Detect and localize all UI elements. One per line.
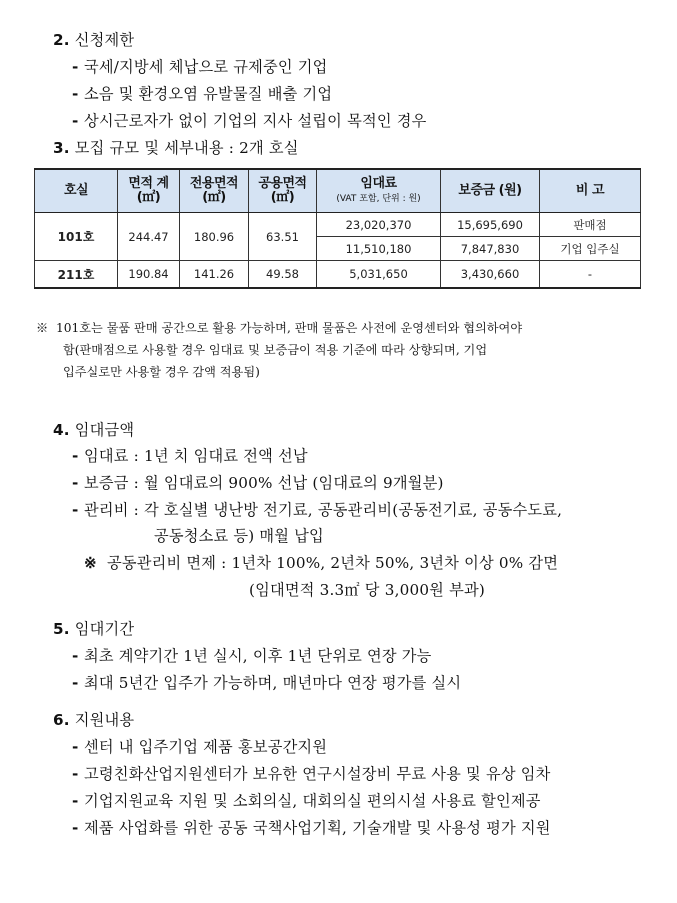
- section-number: 4.: [53, 421, 70, 439]
- section-5-heading: [53, 619, 134, 639]
- exemption-note: ※ 공동관리비 면제 : 1년차 100%, 2년차 50%, 3년차 이상 0% 감면: [84, 554, 559, 572]
- section-number: 5.: [53, 620, 70, 638]
- list-item: - 기업지원교육 지원 및 소회의실, 대회의실 편의시설 사용료 할인제공: [72, 792, 541, 810]
- table-header-row: [35, 169, 641, 213]
- section-4-heading: [53, 420, 134, 440]
- list-item: - 관리비 : 각 호실별 냉난방 전기료, 공동관리비(공동전기료, 공동수도료,: [72, 501, 563, 519]
- header-common-area: 공용면적 (㎡): [249, 169, 317, 213]
- note-line: ※ 101호는 물품 판매 공간으로 활용 가능하며, 판매 물품은 사전에 운영센터와 협의하여야: [36, 321, 523, 335]
- list-item: - 제품 사업화를 위한 공동 국책사업기획, 기술개발 및 사용성 평가 지원: [72, 819, 551, 837]
- cell-remark: 기업 입주실: [540, 237, 641, 261]
- cell-room: 101호: [35, 213, 118, 261]
- rental-table: [34, 168, 641, 289]
- cell-exclusive: 141.26: [180, 261, 249, 289]
- list-item: - 상시근로자가 없이 기업의 지사 설립이 목적인 경우: [72, 112, 427, 130]
- list-item: - 국세/지방세 체납으로 규제중인 기업: [72, 58, 328, 76]
- section-3-heading: [53, 138, 299, 158]
- cell-common: 49.58: [249, 261, 317, 289]
- cell-room: 211호: [35, 261, 118, 289]
- header-deposit: 보증금 (원): [441, 169, 540, 213]
- cell-rent: 23,020,370: [317, 213, 441, 237]
- section-6-heading: [53, 710, 134, 730]
- section-number: 6.: [53, 711, 70, 729]
- cell-area-total: 244.47: [118, 213, 180, 261]
- section-number: 3.: [53, 139, 70, 157]
- list-item-continuation: 공동청소료 등) 매월 납입: [154, 527, 324, 545]
- header-exclusive-area: 전용면적 (㎡): [180, 169, 249, 213]
- list-item: - 소음 및 환경오염 유발물질 배출 기업: [72, 85, 333, 103]
- list-item: - 최초 계약기간 1년 실시, 이후 1년 단위로 연장 가능: [72, 647, 432, 665]
- cell-remark: -: [540, 261, 641, 289]
- header-rent: 임대료 (VAT 포함, 단위 : 원): [317, 169, 441, 213]
- list-item: - 임대료 : 1년 치 임대료 전액 선납: [72, 447, 308, 465]
- cell-deposit: 7,847,830: [441, 237, 540, 261]
- section-number: 2.: [53, 31, 70, 49]
- exemption-mark: ※: [84, 554, 97, 572]
- cell-common: 63.51: [249, 213, 317, 261]
- note-line: 입주실로만 사용할 경우 감액 적용됨): [63, 365, 260, 379]
- section-title: 지원내용: [74, 711, 135, 729]
- list-item: - 고령친화산업지원센터가 보유한 연구시설장비 무료 사용 및 유상 임차: [72, 765, 551, 783]
- cell-deposit: 15,695,690: [441, 213, 540, 237]
- note-mark: ※: [36, 321, 49, 335]
- section-title: 임대기간: [74, 620, 135, 638]
- exemption-note-continuation: (임대면적 3.3㎡ 당 3,000원 부과): [249, 581, 485, 599]
- header-area-total: 면적 계 (㎡): [118, 169, 180, 213]
- section-title: 임대금액: [74, 421, 135, 439]
- note-line: 함(판매점으로 사용할 경우 임대료 및 보증금이 적용 기준에 따라 상향되며, 기업: [63, 343, 488, 357]
- section-title: 모집 규모 및 세부내용 : 2개 호실: [74, 139, 299, 157]
- list-item: - 보증금 : 월 임대료의 900% 선납 (임대료의 9개월분): [72, 474, 444, 492]
- cell-deposit: 3,430,660: [441, 261, 540, 289]
- cell-remark: 판매점: [540, 213, 641, 237]
- cell-rent: 11,510,180: [317, 237, 441, 261]
- section-title: 신청제한: [74, 31, 135, 49]
- list-item: - 최대 5년간 입주가 가능하며, 매년마다 연장 평가를 실시: [72, 674, 462, 692]
- section-2-heading: [53, 30, 134, 50]
- cell-exclusive: 180.96: [180, 213, 249, 261]
- list-item: - 센터 내 입주기업 제품 홍보공간지원: [72, 738, 328, 756]
- header-room: 호실: [35, 169, 118, 213]
- header-remark: 비 고: [540, 169, 641, 213]
- table-row: [35, 213, 641, 237]
- cell-area-total: 190.84: [118, 261, 180, 289]
- cell-rent: 5,031,650: [317, 261, 441, 289]
- table-row: [35, 261, 641, 289]
